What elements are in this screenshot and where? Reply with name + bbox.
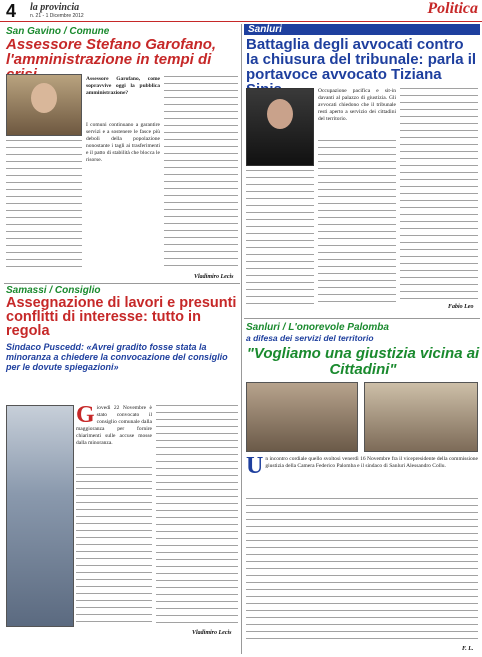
article-subtitle: Sindaco Puscedd: «Avrei gradito fosse stata la minoranza a chiedere la convocazione del consiglio per le dovute spiegazioni» bbox=[6, 342, 228, 372]
section-divider bbox=[244, 318, 480, 319]
meeting-photo bbox=[364, 382, 478, 452]
article-kicker: Samassi / Consiglio bbox=[6, 285, 101, 296]
text-column bbox=[246, 498, 478, 644]
text-column bbox=[164, 76, 238, 272]
council-photo bbox=[6, 405, 74, 627]
article-title: Assessore Stefano Garofano, l'amministrazione in tempi di bbox=[6, 36, 217, 68]
article-body: Occupazione pacifica e sit-in davanti al palazzo di giustizia. Gli avvocati chiedono che il tribunale resti aperto a servizio dei cittadini del territorio. bbox=[318, 88, 396, 122]
newspaper-logo: la provincia bbox=[30, 2, 80, 13]
text-column bbox=[76, 467, 152, 627]
portrait-photo bbox=[246, 88, 314, 166]
article-title: Battaglia degli avvocati contro la chiusura del tribunale: parla il portavoce avvocato Tiziana bbox=[246, 36, 477, 83]
article-title: Assegnazione di lavori e presunti conflitti di interesse: tutto in regola bbox=[6, 295, 237, 339]
article-title: "Vogliamo una giustizia vicina ai Cittadini" bbox=[246, 345, 480, 378]
drop-cap: G bbox=[76, 405, 95, 428]
portrait-photo bbox=[6, 74, 82, 136]
section-divider bbox=[4, 283, 240, 284]
drop-cap: U bbox=[246, 456, 264, 479]
page-number: 4 bbox=[6, 1, 17, 21]
article-signature: F. L. bbox=[462, 646, 474, 652]
column-divider bbox=[241, 24, 242, 654]
article-body: I comuni continuano a garantire servizi e a sostenere le fasce più deboli della popolazione nonostante i tagli ai trasferimenti e il patto di stabilità che blocca le risorse. bbox=[86, 122, 160, 163]
masthead bbox=[0, 0, 482, 22]
article-garofano bbox=[4, 24, 240, 282]
article-palomba bbox=[244, 322, 480, 655]
article-signature: Vladimiro Lecis bbox=[194, 274, 234, 280]
article-subtitle: a difesa dei servizi del territorio bbox=[246, 333, 374, 343]
article-avvocati bbox=[244, 24, 480, 314]
text-column bbox=[400, 88, 478, 302]
article-lead: Assessore Garofano, come sopravvive oggi la pubblica amministrazione? bbox=[86, 76, 160, 96]
kicker-bar bbox=[244, 24, 480, 35]
article-kicker: Sanluri / L'onorevole Palomba bbox=[246, 322, 389, 333]
text-column bbox=[246, 170, 314, 308]
article-signature: Fabio Leo bbox=[448, 304, 474, 310]
article-body: Un incontro cordiale quello svoltosi venerdì 16 Novembre fra il vicepresidente della commissione giustizia della Camera Federico Palomba e il sindaco di Sanluri Alessandro Collu. bbox=[246, 456, 478, 479]
article-kicker: San Gavino / Comune bbox=[6, 26, 110, 37]
article-kicker: Sanluri bbox=[248, 24, 282, 35]
issue-date: n. 21 - 1 Dicembre 2012 bbox=[30, 13, 84, 19]
meeting-photo bbox=[246, 382, 358, 452]
article-body: Giovedì 22 Novembre è stato convocato il consiglio comunale dalla maggioranza per fornire chiarimenti sulle accuse mosse dalla minoranza. bbox=[76, 405, 152, 446]
article-signature: Vladimiro Lecis bbox=[192, 630, 232, 636]
text-column bbox=[318, 140, 396, 308]
text-column bbox=[156, 405, 238, 627]
text-column bbox=[6, 140, 82, 272]
section-title: Politica bbox=[427, 0, 478, 17]
article-samassi bbox=[4, 285, 240, 655]
